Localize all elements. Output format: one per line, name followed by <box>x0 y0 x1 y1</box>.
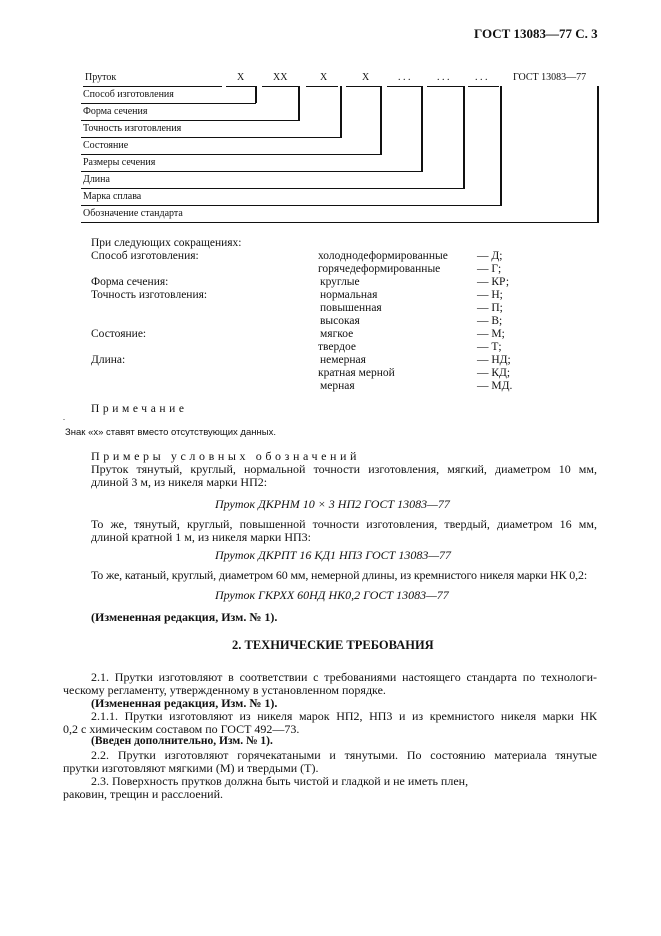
abbrev-label: Форма сечения: <box>91 276 169 288</box>
note-bullet-mark: . <box>63 413 65 422</box>
diagram-row-label: Способ изготовления <box>83 89 174 100</box>
diagram-line <box>340 86 342 137</box>
paragraph-text: 2.1. Прутки изготовляют в соответствии с требованиями настоящего стандарта по технологи- <box>91 670 597 684</box>
abbrev-code: — М; <box>477 328 505 340</box>
abbrev-name: твердое <box>318 341 356 353</box>
paragraph-text: ческому регламенту, утвержденному в установленном порядке. <box>63 683 386 697</box>
example-code: Пруток ДКРПТ 16 КД1 НП3 ГОСТ 13083—77 <box>215 548 452 562</box>
diagram-line <box>81 154 382 155</box>
diagram-code: XX <box>273 72 288 83</box>
diagram-line <box>81 222 599 223</box>
diagram-line <box>298 86 300 120</box>
example-text: То же, катаный, круглый, диаметром 60 мм, немерной длины, из кремнистого никеля марки НК 0,2: <box>91 568 588 582</box>
diagram-line <box>83 86 222 87</box>
diagram-product: Пруток <box>85 72 117 83</box>
diagram-code: . . . <box>475 72 488 83</box>
paragraph-text: 0,2 с химическим составом по ГОСТ 492—73. <box>63 722 300 736</box>
diagram-code: . . . <box>398 72 411 83</box>
diagram-row-label: Марка сплава <box>83 191 142 202</box>
abbrev-label: Состояние: <box>91 328 147 340</box>
diagram-row-label: Обозначение стандарта <box>83 208 183 219</box>
paragraph-text: раковин, трещин и расслоений. <box>63 787 223 801</box>
diagram-code: . . . <box>437 72 450 83</box>
abbrev-code: — КР; <box>477 276 510 288</box>
abbrev-code: — Д; <box>477 250 503 262</box>
diagram-line <box>463 86 465 188</box>
diagram-line <box>262 86 298 87</box>
abbrev-code: — НД; <box>477 354 511 366</box>
diagram-line <box>468 86 499 87</box>
diagram-line <box>81 188 465 189</box>
diagram-line <box>81 137 342 138</box>
abbrev-name: немерная <box>320 354 366 366</box>
diagram-line <box>81 120 300 121</box>
diagram-line <box>255 86 257 103</box>
diagram-line <box>387 86 421 87</box>
diagram-line <box>81 103 256 104</box>
edition-note: (Измененная редакция, Изм. № 1). <box>91 696 278 710</box>
diagram-standard: ГОСТ 13083—77 <box>513 72 587 83</box>
page-header: ГОСТ 13083—77 С. 3 <box>474 26 598 41</box>
abbrev-name: повышенная <box>320 302 382 314</box>
diagram-line <box>597 86 599 222</box>
diagram-line <box>346 86 380 87</box>
abbrev-code: — Н; <box>477 289 503 301</box>
diagram-row-label: Размеры сечения <box>83 157 156 168</box>
abbrev-code: — Т; <box>477 341 502 353</box>
abbrev-name: нормальная <box>320 289 378 301</box>
example-code: Пруток ДКРНМ 10 × 3 НП2 ГОСТ 13083—77 <box>215 497 450 511</box>
abbrev-name: холоднодеформированные <box>318 250 448 262</box>
abbrev-label: Способ изготовления: <box>91 250 199 262</box>
example-code: Пруток ГКРХХ 60НД НК0,2 ГОСТ 13083—77 <box>215 588 449 602</box>
abbrev-code: — КД; <box>477 367 511 379</box>
diagram-line <box>81 205 502 206</box>
diagram-line <box>500 86 502 205</box>
edition-note: (Введен дополнительно, Изм. № 1). <box>91 735 273 747</box>
abbrev-code: — Г; <box>477 263 502 275</box>
edition-note: (Измененная редакция, Изм. № 1). <box>91 610 278 624</box>
abbrev-code: — МД. <box>477 380 513 392</box>
abbrev-label: Точность изготовления: <box>91 289 208 301</box>
abbrev-code: — П; <box>477 302 503 314</box>
example-text: длиной 3 м, из никеля марки НП2: <box>91 475 268 489</box>
diagram-line <box>421 86 423 171</box>
section-title: 2. ТЕХНИЧЕСКИЕ ТРЕБОВАНИЯ <box>232 638 434 652</box>
abbrev-name: мягкое <box>320 328 354 340</box>
diagram-line <box>81 171 423 172</box>
diagram-line <box>380 86 382 154</box>
paragraph-text: 2.2. Прутки изготовляют горячекатаными и тянутыми. По состоянию материала тянутые <box>91 748 597 762</box>
abbrev-intro: При следующих сокращениях: <box>91 237 242 249</box>
diagram-line <box>226 86 256 87</box>
example-text: Пруток тянутый, круглый, нормальной точности изготовления, мягкий, диаметром 10 мм, <box>91 462 597 476</box>
note-text: Знак «х» ставят вместо отсутствующих данных. <box>65 427 276 438</box>
abbrev-name: кратная мерной <box>318 367 395 379</box>
abbrev-name: мерная <box>320 380 355 392</box>
diagram-code: X <box>362 72 370 83</box>
examples-title: Примеры условных обозначений <box>91 449 361 463</box>
example-text: длиной кратной 1 м, из никеля марки НП3: <box>91 530 312 544</box>
abbrev-name: высокая <box>320 315 360 327</box>
diagram-line <box>306 86 338 87</box>
diagram-row-label: Длина <box>83 174 110 185</box>
diagram-line <box>427 86 463 87</box>
abbrev-name: круглые <box>320 276 360 288</box>
diagram-code: X <box>237 72 245 83</box>
example-text: То же, тянутый, круглый, повышенной точности изготовления, твердый, диаметром 16 мм, <box>91 517 597 531</box>
diagram-row-label: Точность изготовления <box>83 123 182 134</box>
diagram-row-label: Состояние <box>83 140 129 151</box>
note-title: Примечание <box>91 403 188 415</box>
paragraph-text: 2.1.1. Прутки изготовляют из никеля марок НП2, НП3 и из кремнистого никеля марки НК <box>91 709 597 723</box>
abbrev-code: — В; <box>477 315 503 327</box>
paragraph-text: 2.3. Поверхность прутков должна быть чистой и гладкой и не иметь плен, <box>91 774 469 788</box>
diagram-row-label: Форма сечения <box>83 106 148 117</box>
abbrev-name: горячедеформированные <box>318 263 441 275</box>
abbrev-label: Длина: <box>91 354 126 366</box>
paragraph-text: прутки изготовляют мягкими (М) и твердыми (Т). <box>63 761 319 775</box>
diagram-code: X <box>320 72 328 83</box>
